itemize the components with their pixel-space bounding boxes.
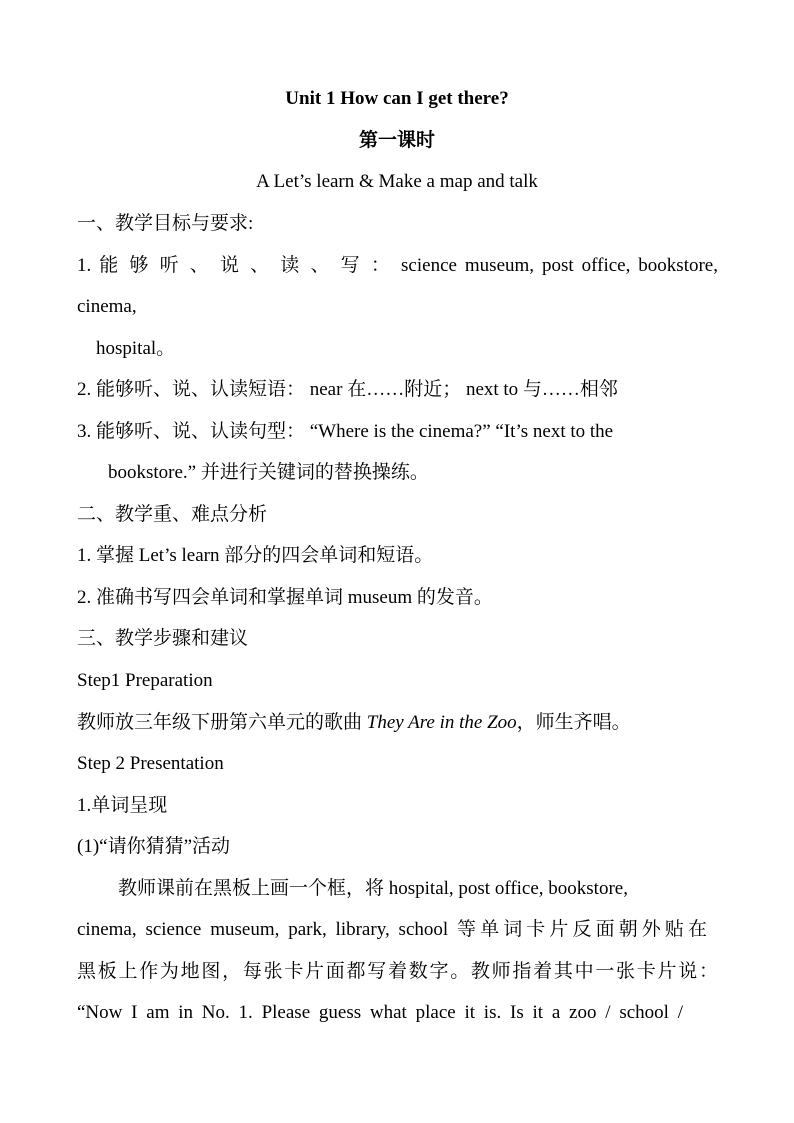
unit-title: Unit 1 How can I get there? [285,88,509,109]
section-heading-keypoints: 二、教学重、难点分析 [77,504,268,525]
step-2-sub-1: 1.单词呈现 [77,795,168,816]
song-title: They Are in the Zoo [366,712,517,733]
paragraph-line-2: cinema, science museum, park, library, school 等单词卡片反面朝外贴在 [77,919,707,940]
section-heading-objectives: 一、教学目标与要求: [77,213,254,234]
section-heading-steps: 三、教学步骤和建议 [77,628,249,649]
step-1-heading: Step1 Preparation [77,670,213,691]
step-2-heading: Step 2 Presentation [77,753,224,774]
paragraph-line-4: “Now I am in No. 1. Please guess what place it is. Is it a zoo / school / [77,1002,683,1023]
objective-item-3: 3. 能够听、说、认读句型： “Where is the cinema?” “It’s next to the [77,421,614,442]
keypoint-item-1: 1. 掌握 Let’s learn 部分的四会单词和短语。 [77,545,434,566]
lesson-period: 第一课时 [358,130,435,151]
activity-title: (1)“请你猜猜”活动 [77,836,231,857]
lesson-title: A Let’s learn & Make a map and talk [256,171,538,192]
paragraph-line-3: 黑板上作为地图，每张卡片面都写着数字。教师指着其中一张卡片说： [77,961,718,982]
step-1-text-post: ，师生齐唱。 [516,712,631,733]
objective-item-1-cont: cinema, [77,296,137,317]
step-1-text [77,711,718,735]
paragraph-line-1: 教师课前在黑板上画一个框，将 hospital, post office, bookstore, [118,878,628,899]
objective-item-2: 2. 能够听、说、认读短语： near 在……附近； next to 与……相邻 [77,379,618,400]
objective-item-1: 1. 能 够 听 、 说 、 读 、 写 ： science museum, post office, bookstore, [77,255,718,276]
keypoint-item-2: 2. 准确书写四会单词和掌握单词 museum 的发音。 [77,587,493,608]
objective-item-1-cont2: hospital。 [96,338,176,359]
step-1-text-pre: 教师放三年级下册第六单元的歌曲 [77,712,367,733]
objective-item-3-cont: bookstore.” 并进行关键词的替换操练。 [108,462,429,483]
